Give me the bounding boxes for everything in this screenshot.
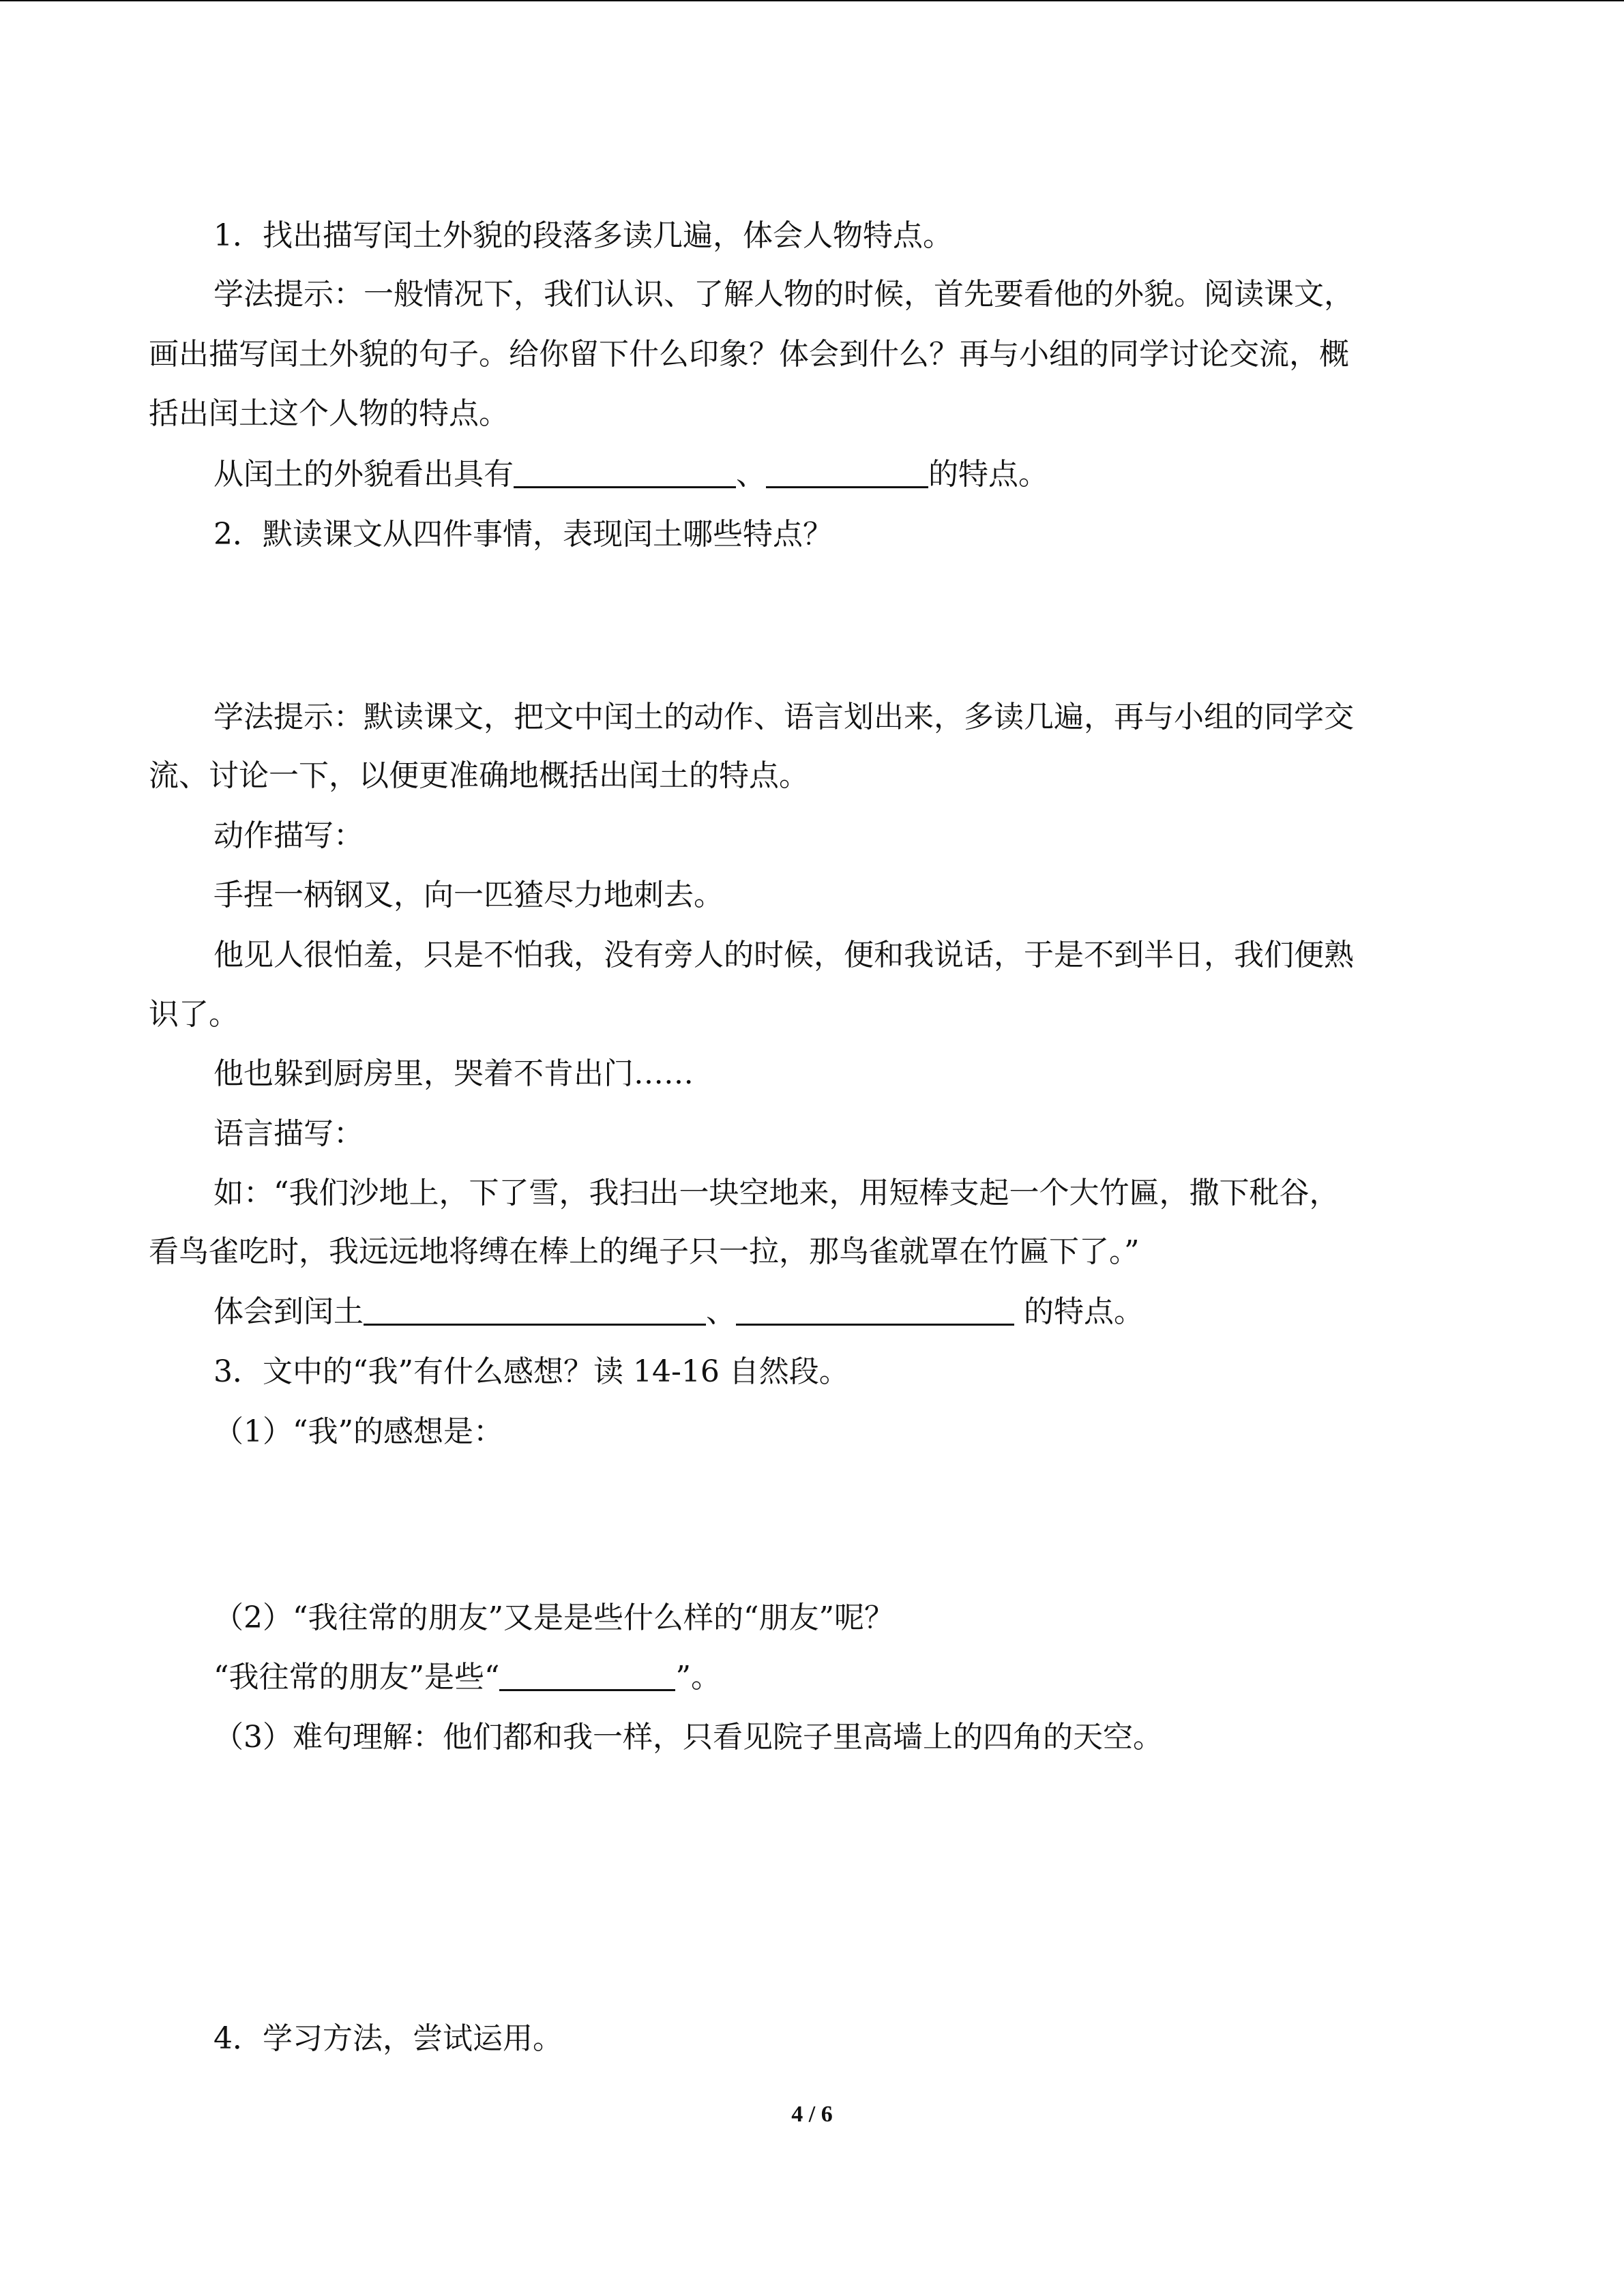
action-example-2-line-2: 识了。 — [149, 997, 239, 1032]
speech-example-line-2: 看鸟雀吃时，我远远地将缚在棒上的绳子只一拉，那鸟雀就罩在竹匾下了。” — [149, 1234, 1140, 1269]
q3-part-2-fill-line — [213, 1657, 721, 1698]
action-example-2-line-1: 他见人很怕羞，只是不怕我，没有旁人的时候，便和我说话，于是不到半日，我们便熟 — [213, 938, 1354, 972]
q1-fill-separator: 、 — [736, 457, 766, 492]
q1-tip-line-2: 画出描写闰土外貌的句子。给你留下什么印象？体会到什么？再与小组的同学讨论交流，概 — [149, 337, 1349, 372]
q2-answer-blank-2[interactable] — [736, 1295, 1014, 1326]
q1-answer-blank-1[interactable] — [514, 458, 736, 488]
q1-tip-line-3: 括出闰土这个人物的特点。 — [149, 396, 509, 431]
q2-tip-line-1: 学法提示：默读课文，把文中闰土的动作、语言划出来，多读几遍，再与小组的同学交 — [213, 700, 1354, 734]
question-1: 1．找出描写闰土外貌的段落多读几遍，体会人物特点。 — [213, 218, 953, 253]
speech-description-title: 语言描写： — [213, 1116, 364, 1151]
action-example-1: 手捏一柄钢叉，向一匹猹尽力地刺去。 — [213, 878, 724, 912]
q2-answer-blank-1[interactable] — [364, 1295, 706, 1326]
q3-part-3: （3）难句理解：他们都和我一样，只看见院子里高墙上的四角的天空。 — [213, 1720, 1163, 1755]
q3-2-fill-suffix: ”。 — [675, 1660, 721, 1695]
q1-tip-line-1: 学法提示：一般情况下，我们认识、了解人物的时候，首先要看他的外貌。阅读课文， — [213, 277, 1354, 312]
action-description-title: 动作描写： — [213, 818, 364, 853]
q2-fill-prefix: 体会到闰土 — [213, 1294, 364, 1329]
page-number: 4 / 6 — [791, 2102, 833, 2127]
q2-fill-separator: 、 — [706, 1294, 736, 1329]
question-3: 3．文中的“我”有什么感想？读 14-16 自然段。 — [213, 1354, 849, 1389]
q3-part-1: （1）“我”的感想是： — [213, 1414, 503, 1449]
question-4: 4．学习方法，尝试运用。 — [213, 2021, 563, 2056]
q2-fill-line — [213, 1292, 1144, 1332]
q1-fill-line — [213, 454, 1048, 495]
q1-fill-prefix: 从闰土的外貌看出具有 — [213, 457, 514, 492]
q1-fill-suffix: 的特点。 — [928, 457, 1048, 492]
q3-part-2: （2）“我往常的朋友”又是是些什么样的“朋友”呢？ — [213, 1600, 894, 1635]
action-example-3: 他也躲到厨房里，哭着不肯出门…… — [213, 1056, 694, 1091]
question-2: 2．默读课文从四件事情，表现闰土哪些特点？ — [213, 517, 833, 552]
top-border-line — [0, 0, 1624, 1]
q3-answer-blank[interactable] — [499, 1660, 675, 1691]
q2-tip-line-2: 流、讨论一下，以便更准确地概括出闰土的特点。 — [149, 758, 809, 793]
q1-answer-blank-2[interactable] — [766, 458, 928, 488]
speech-example-line-1: 如：“我们沙地上，下了雪，我扫出一块空地来，用短棒支起一个大竹匾，撒下秕谷， — [213, 1176, 1340, 1210]
q2-fill-suffix: 的特点。 — [1014, 1294, 1144, 1329]
q3-2-fill-prefix: “我往常的朋友”是些“ — [213, 1660, 500, 1695]
